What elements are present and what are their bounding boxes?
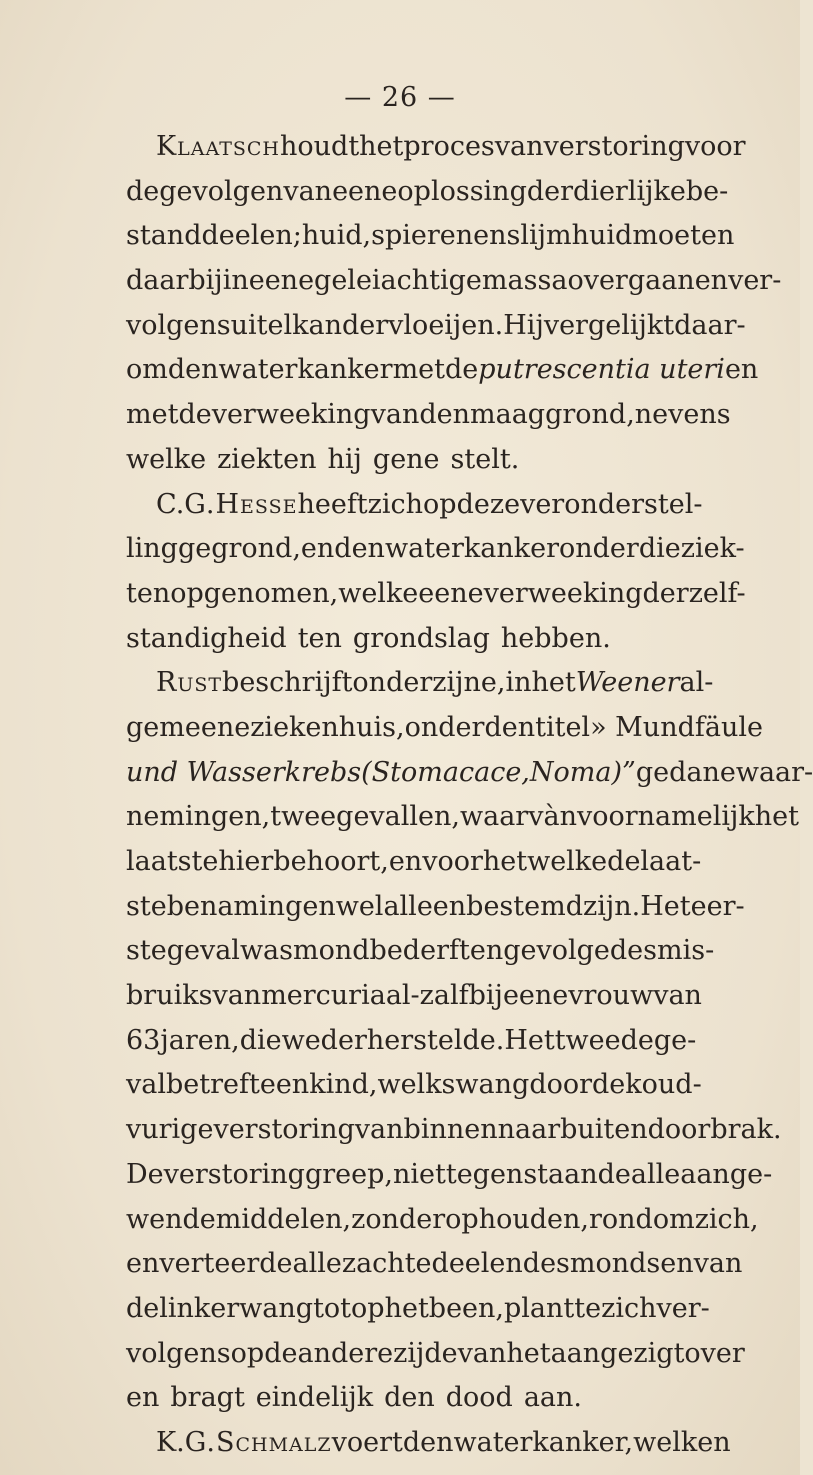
word: van	[494, 131, 544, 162]
word: beschrijft	[222, 667, 353, 699]
text-line	[126, 527, 745, 572]
word: standdeelen;	[126, 220, 302, 252]
word: het	[506, 1337, 551, 1369]
word: welken	[633, 1426, 731, 1458]
word: daarbij	[126, 265, 223, 297]
word: vloeijen.	[388, 309, 504, 341]
word: been,	[428, 1292, 505, 1324]
word: buiten	[560, 1114, 648, 1146]
word: ziekenhuis,	[250, 711, 405, 743]
word: behoort,	[273, 846, 389, 877]
word: de	[607, 846, 641, 877]
word: den	[484, 711, 536, 743]
word: gedane	[635, 756, 736, 788]
word: binnen	[403, 1114, 498, 1146]
word: vergelijkt	[543, 309, 675, 341]
word: Hesse	[215, 488, 298, 520]
word: huid,	[301, 220, 372, 252]
word: verstoring	[213, 1114, 355, 1146]
word: ver-	[656, 1292, 710, 1324]
word: waterkanker	[218, 354, 393, 386]
word: niettegenstaande	[392, 1158, 631, 1190]
word: die	[239, 1024, 282, 1056]
word: uit	[230, 309, 268, 341]
word: kind,	[309, 1069, 378, 1101]
text-line	[126, 1287, 710, 1332]
word: overgaan	[567, 265, 695, 297]
text-line	[126, 1332, 745, 1377]
word: zich,	[694, 1203, 759, 1235]
word: standigheid	[126, 622, 287, 654]
word: en	[388, 846, 423, 877]
word: nevens	[634, 399, 731, 431]
word: gegrond,	[177, 533, 301, 565]
text-line	[126, 125, 746, 170]
word: veronderstel-	[520, 488, 703, 520]
word: zijne,	[432, 667, 506, 699]
word: met	[126, 399, 179, 431]
word: bragt	[170, 1382, 245, 1414]
word: welke	[338, 577, 419, 609]
word: weder	[281, 1024, 367, 1056]
word: om	[126, 354, 168, 386]
word: door	[529, 1069, 593, 1101]
word: zijn.	[583, 890, 641, 922]
word: over	[684, 1337, 745, 1369]
text-line	[126, 393, 731, 438]
word: zelf-	[688, 577, 746, 609]
word: ten	[297, 622, 342, 654]
word: C.	[156, 488, 185, 520]
word: verweeking	[483, 577, 643, 609]
word: was	[239, 935, 294, 967]
word: gevolgen	[159, 175, 284, 207]
text-line	[126, 706, 763, 751]
word: benamingen	[166, 890, 336, 922]
text-line	[126, 1063, 702, 1108]
text-line	[126, 661, 714, 706]
word: in	[505, 667, 532, 699]
word: K.	[156, 1426, 185, 1458]
word: voornamelijk	[576, 801, 755, 833]
word: aan.	[523, 1382, 582, 1414]
word: koud-	[625, 1069, 702, 1101]
word: andere	[297, 1337, 394, 1369]
word: Klaatsch	[156, 131, 280, 162]
word: oplossing	[397, 175, 527, 207]
word: het	[384, 1292, 429, 1324]
word: plantte	[504, 1292, 602, 1324]
text-line	[126, 1019, 696, 1064]
word: tweede	[554, 1024, 654, 1056]
text-line	[126, 1376, 696, 1421]
word: hebben.	[500, 622, 611, 654]
word: ste	[126, 890, 167, 922]
word: val	[126, 1069, 166, 1101]
word: met	[392, 354, 445, 386]
word: verweeking	[211, 399, 371, 431]
word: deelen	[431, 1248, 523, 1280]
text-line	[126, 1198, 759, 1243]
word: wang	[455, 1069, 530, 1101]
word: ling	[126, 533, 178, 565]
word: wang	[239, 1292, 314, 1324]
word: ver-	[728, 265, 782, 297]
word: Schmalz	[215, 1426, 332, 1458]
text-line	[126, 840, 702, 885]
word: eene	[502, 980, 569, 1012]
word: op	[423, 488, 457, 520]
word: de	[178, 399, 212, 431]
word: des	[522, 1248, 570, 1280]
word: middelen,	[215, 1203, 352, 1235]
word: G.	[184, 1426, 216, 1458]
text-line	[126, 617, 696, 662]
word: voor	[422, 846, 483, 877]
word: volgens	[126, 309, 231, 341]
word: mis-	[657, 935, 715, 967]
word: eindelijk	[255, 1382, 374, 1414]
word: geleiachtige	[314, 265, 482, 297]
word: massa	[481, 265, 568, 297]
word: der	[526, 175, 574, 207]
text-line	[126, 170, 729, 215]
word: hij	[327, 443, 362, 475]
word: en	[660, 1248, 694, 1280]
word: voert	[331, 1426, 403, 1458]
word: slijmhuid	[506, 220, 633, 252]
word: de	[264, 1337, 298, 1369]
word: wel	[335, 890, 384, 922]
word: gemeene	[126, 711, 251, 743]
word: monds	[569, 1248, 661, 1280]
word: zich	[367, 488, 424, 520]
page-number: — 26 —	[344, 82, 456, 113]
word: G.	[184, 488, 216, 520]
text-line	[126, 885, 745, 930]
word: jaren,	[160, 1024, 240, 1056]
word: alleen	[383, 890, 467, 922]
word: ten	[126, 577, 171, 609]
word: Rust	[156, 667, 223, 699]
word: eer-	[690, 890, 745, 922]
word: waterkanker	[384, 533, 559, 565]
word: laat-	[640, 846, 702, 877]
word: De	[126, 1158, 164, 1190]
word: den	[402, 1426, 454, 1458]
word: verstoring	[543, 131, 685, 162]
word: ste	[126, 935, 167, 967]
word: op	[351, 1292, 385, 1324]
word: mercuriaal-zalf	[261, 980, 469, 1012]
word: onder	[404, 711, 485, 743]
text-line	[126, 795, 799, 840]
word: waterkanker,	[453, 1426, 634, 1458]
text-line	[126, 259, 782, 304]
word: bij	[468, 980, 503, 1012]
word: onder	[559, 533, 639, 565]
text-line	[126, 348, 759, 393]
word: de	[592, 1069, 626, 1101]
word: vrouw	[568, 980, 654, 1012]
text-line	[126, 1153, 773, 1198]
word: van	[693, 1248, 743, 1280]
word: waar-	[735, 756, 813, 788]
word: alle	[630, 1158, 681, 1190]
word: de	[126, 1292, 160, 1324]
word: de	[445, 354, 479, 386]
word: het	[754, 801, 799, 833]
word: und Wasserkrebs	[126, 756, 362, 788]
word: Hij	[503, 309, 544, 341]
text-line	[126, 483, 703, 528]
word: hier	[218, 846, 274, 877]
word: ge-	[653, 1024, 697, 1056]
word: den	[167, 354, 219, 386]
word: be-	[685, 175, 729, 207]
word: en	[724, 354, 759, 386]
text-line	[126, 1242, 743, 1287]
word: zachte	[341, 1248, 432, 1280]
body-text	[126, 125, 813, 1466]
word: opgenomen,	[170, 577, 339, 609]
text-line	[126, 438, 696, 483]
text-line	[126, 572, 746, 617]
word: Het	[640, 890, 691, 922]
word: greep,	[304, 1158, 393, 1190]
word: ziekten	[217, 443, 317, 475]
word: bestemd	[466, 890, 584, 922]
word: grondslag	[352, 622, 490, 654]
word: spieren	[371, 220, 474, 252]
word: der	[642, 577, 689, 609]
word: en	[126, 1248, 160, 1280]
word: van	[283, 175, 333, 207]
word: voor	[684, 131, 746, 162]
word: gevallen,	[336, 801, 460, 833]
word: volgens	[126, 1337, 231, 1369]
word: dood	[445, 1382, 513, 1414]
word: herstelde.	[366, 1024, 505, 1056]
word: stelt.	[450, 443, 520, 475]
text-line	[126, 1108, 782, 1153]
word: (Stomacace,	[361, 756, 530, 788]
text-line	[126, 974, 702, 1019]
word: wende	[126, 1203, 216, 1235]
word: welke	[126, 443, 207, 475]
word: verteerde	[159, 1248, 293, 1280]
word: ziek-	[680, 533, 745, 565]
word: bruiks	[126, 980, 213, 1012]
word: ten	[458, 935, 504, 967]
word: » Mundfäule	[590, 711, 763, 743]
word: aange-	[680, 1158, 773, 1190]
word: een	[259, 1069, 310, 1101]
word: geval	[166, 935, 240, 967]
word: zonder	[351, 1203, 446, 1235]
word: onder	[352, 667, 433, 699]
word: den	[334, 533, 385, 565]
word: en	[473, 220, 507, 252]
word: heeft	[297, 488, 368, 520]
word: alle	[292, 1248, 342, 1280]
word: het	[359, 131, 404, 162]
word: den	[419, 399, 470, 431]
word: maaggrond,	[470, 399, 635, 431]
word: en	[694, 265, 729, 297]
word: houdt	[280, 131, 360, 162]
word: eene	[332, 175, 398, 207]
word: en	[126, 1382, 160, 1414]
word: naar	[497, 1114, 561, 1146]
text-line	[126, 929, 715, 974]
word: waarvàn	[460, 801, 577, 833]
word: van	[653, 980, 702, 1012]
text-line	[126, 751, 813, 796]
word: van	[457, 1337, 507, 1369]
word: 63	[126, 1024, 161, 1056]
word: hetwelke	[482, 846, 608, 877]
word: vurige	[126, 1114, 214, 1146]
word: elkander	[267, 309, 389, 341]
word: van	[212, 980, 262, 1012]
word: ophouden,	[445, 1203, 589, 1235]
word: putrescentia uteri	[478, 354, 725, 386]
word: eene	[248, 265, 315, 297]
word: verstoring	[163, 1158, 305, 1190]
word: de	[126, 175, 160, 207]
word: al-	[679, 667, 714, 699]
word: van	[370, 399, 420, 431]
word: op	[230, 1337, 265, 1369]
word: welks	[377, 1069, 456, 1101]
word: laatste	[126, 846, 219, 877]
word: proces	[403, 131, 495, 162]
word: gene	[372, 443, 440, 475]
word: die	[638, 533, 681, 565]
word: het	[531, 667, 576, 699]
word: moeten	[632, 220, 735, 252]
word: doorbrak.	[647, 1114, 782, 1146]
word: Het	[504, 1024, 555, 1056]
word: zich	[601, 1292, 657, 1324]
word: Noma)”	[529, 756, 636, 788]
word: zijde	[393, 1337, 458, 1369]
word: tot	[313, 1292, 352, 1324]
word: des	[609, 935, 657, 967]
word: titel	[535, 711, 591, 743]
word: twee	[270, 801, 337, 833]
word: daar-	[674, 309, 746, 341]
word: linker	[159, 1292, 240, 1324]
text-line	[126, 1421, 731, 1466]
word: Weener	[575, 667, 680, 699]
text-line	[126, 304, 746, 349]
word: in	[222, 265, 249, 297]
word: eene	[418, 577, 484, 609]
word: den	[384, 1382, 435, 1414]
word: nemingen,	[126, 801, 271, 833]
word: betreft	[166, 1069, 260, 1101]
word: en	[300, 533, 335, 565]
word: aangezigt	[550, 1337, 685, 1369]
word: gevolge	[503, 935, 610, 967]
word: rondom	[588, 1203, 695, 1235]
word: van	[354, 1114, 404, 1146]
word: dierlijke	[573, 175, 686, 207]
word: mondbederf	[293, 935, 459, 967]
word: deze	[456, 488, 521, 520]
text-line	[126, 214, 735, 259]
